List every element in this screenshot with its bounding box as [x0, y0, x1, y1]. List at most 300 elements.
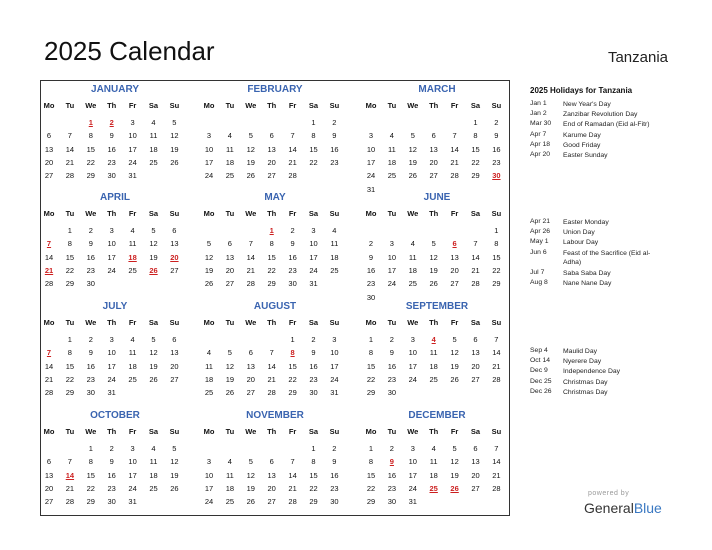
weekday-header: We: [407, 101, 419, 110]
day-cell: 24: [107, 265, 116, 275]
day-cell: 22: [366, 483, 376, 493]
day-cell: 28: [492, 374, 501, 384]
day-cell: 3: [206, 131, 212, 141]
day-cell: 21: [267, 374, 276, 384]
day-cell: 8: [494, 239, 499, 249]
day-cell: 22: [267, 265, 276, 275]
holiday-day-cell: 7: [46, 348, 52, 358]
day-cell: 26: [450, 374, 459, 384]
day-cell: 28: [288, 171, 297, 181]
day-cell: 24: [366, 171, 376, 181]
weekday-header: Tu: [225, 209, 235, 218]
day-cell: 22: [86, 483, 95, 493]
day-cell: 13: [471, 348, 480, 358]
day-cell: 25: [128, 265, 137, 275]
holiday-date: Jul 7: [530, 269, 545, 276]
holiday-date: Dec 25: [530, 377, 552, 385]
weekday-header: We: [407, 318, 419, 327]
weekday-header: Su: [491, 101, 502, 110]
day-cell: 21: [492, 470, 501, 480]
day-cell: 16: [330, 144, 339, 154]
day-cell: 31: [128, 497, 137, 507]
day-cell: 4: [151, 444, 156, 453]
day-cell: 8: [67, 348, 72, 358]
day-cell: 4: [332, 226, 337, 235]
day-cell: 20: [246, 374, 255, 384]
holiday-day-cell: 1: [269, 226, 274, 235]
holidays-title: 2025 Holidays for Tanzania: [530, 86, 633, 95]
day-cell: 9: [88, 348, 93, 358]
weekday-header: Fr: [450, 318, 459, 327]
holiday-name: Independence Day: [563, 368, 621, 376]
day-cell: 29: [86, 497, 95, 507]
day-cell: 25: [149, 483, 158, 493]
day-cell: 2: [290, 226, 295, 235]
day-cell: 5: [172, 118, 177, 127]
day-cell: 13: [44, 470, 54, 480]
day-cell: 12: [246, 144, 255, 154]
holiday-name: Feast of the Sacrifice (Eid al-Adha): [563, 249, 651, 266]
day-cell: 28: [65, 497, 75, 507]
day-cell: 1: [494, 226, 499, 235]
holiday-day-cell: 8: [290, 348, 295, 358]
day-cell: 20: [429, 157, 438, 167]
day-cell: 15: [366, 361, 376, 371]
day-cell: 8: [311, 131, 316, 141]
day-cell: 3: [109, 226, 114, 235]
day-cell: 26: [170, 157, 179, 167]
day-cell: 9: [332, 131, 337, 141]
day-cell: 16: [366, 265, 376, 275]
day-cell: 4: [130, 226, 135, 235]
day-cell: 7: [452, 131, 457, 141]
day-cell: 12: [170, 457, 179, 467]
weekday-header: Mo: [203, 318, 215, 327]
day-cell: 26: [149, 374, 158, 384]
day-cell: 25: [204, 388, 214, 398]
day-cell: 6: [227, 239, 232, 249]
weekday-header: Fr: [288, 101, 297, 110]
day-cell: 19: [204, 265, 214, 275]
weekday-header: Su: [329, 209, 340, 218]
day-cell: 17: [128, 144, 137, 154]
day-cell: 15: [492, 252, 501, 262]
weekday-header: Th: [429, 209, 439, 218]
holiday-name: Christmas Day: [563, 388, 608, 396]
day-cell: 18: [408, 265, 417, 275]
day-cell: 29: [492, 279, 501, 289]
day-cell: 4: [130, 335, 135, 344]
day-cell: 12: [408, 144, 417, 154]
weekday-header: We: [85, 427, 97, 436]
day-cell: 27: [429, 171, 438, 181]
day-cell: 9: [494, 131, 499, 141]
day-cell: 27: [44, 497, 54, 507]
day-cell: 28: [471, 279, 480, 289]
weekday-header: Sa: [470, 318, 481, 327]
holiday-name: Easter Sunday: [563, 152, 608, 159]
day-cell: 5: [206, 239, 212, 249]
day-cell: 25: [429, 374, 438, 384]
day-cell: 13: [246, 361, 255, 371]
day-cell: 16: [86, 252, 95, 262]
generalblue-logo[interactable]: [584, 500, 662, 516]
day-cell: 11: [205, 361, 213, 371]
day-cell: 8: [368, 348, 374, 358]
day-cell: 2: [389, 444, 394, 453]
holiday-date: Mar 30: [530, 120, 552, 128]
day-cell: 6: [46, 131, 52, 141]
day-cell: 30: [387, 497, 397, 507]
day-cell: 11: [225, 470, 234, 480]
month-name: FEBRUARY: [247, 84, 303, 95]
weekday-header: Sa: [148, 427, 159, 436]
holiday-date: Apr 18: [530, 140, 551, 148]
weekday-header: Tu: [387, 101, 397, 110]
day-cell: 23: [107, 483, 116, 493]
day-cell: 4: [151, 118, 156, 127]
weekday-header: Sa: [148, 209, 159, 218]
weekday-header: Th: [107, 427, 117, 436]
weekday-header: Fr: [450, 427, 459, 436]
weekday-header: Fr: [450, 209, 459, 218]
day-cell: 17: [204, 483, 214, 493]
weekday-header: Mo: [43, 427, 55, 436]
day-cell: 21: [246, 265, 255, 275]
day-cell: 5: [227, 348, 232, 358]
day-cell: 28: [267, 388, 276, 398]
day-cell: 3: [368, 131, 374, 141]
day-cell: 28: [492, 483, 501, 493]
weekday-header: Mo: [43, 209, 55, 218]
day-cell: 28: [44, 279, 54, 289]
day-cell: 17: [107, 361, 116, 371]
day-cell: 18: [429, 470, 438, 480]
day-cell: 1: [290, 335, 295, 344]
day-cell: 27: [44, 171, 54, 181]
day-cell: 1: [368, 444, 374, 453]
day-cell: 22: [288, 374, 297, 384]
day-cell: 2: [88, 335, 93, 344]
day-cell: 3: [130, 444, 135, 453]
day-cell: 5: [431, 239, 436, 249]
day-cell: 15: [309, 144, 318, 154]
day-cell: 30: [86, 388, 95, 398]
day-cell: 31: [128, 171, 137, 181]
weekday-header: Mo: [203, 209, 215, 218]
weekday-header: Su: [491, 427, 502, 436]
holiday-day-cell: 1: [88, 118, 93, 127]
weekday-header: Su: [169, 427, 180, 436]
day-cell: 22: [366, 374, 376, 384]
day-cell: 7: [494, 335, 499, 344]
weekday-header: Fr: [128, 209, 137, 218]
day-cell: 2: [332, 118, 337, 127]
holiday-name: Maulid Day: [563, 348, 597, 355]
day-cell: 16: [107, 470, 116, 480]
day-cell: 11: [408, 252, 417, 262]
holiday-date: Apr 7: [530, 130, 547, 138]
day-cell: 16: [492, 144, 501, 154]
holiday-day-cell: 14: [65, 470, 75, 480]
holiday-date: Apr 20: [530, 151, 551, 158]
day-cell: 31: [366, 184, 376, 194]
weekday-header: Sa: [148, 101, 159, 110]
weekday-header: Mo: [43, 318, 55, 327]
weekday-header: Sa: [308, 427, 319, 436]
weekday-header: Th: [429, 318, 439, 327]
day-cell: 13: [429, 144, 438, 154]
day-cell: 23: [330, 157, 339, 167]
weekday-header: Th: [107, 101, 117, 110]
weekday-header: We: [85, 209, 97, 218]
day-cell: 8: [368, 457, 374, 467]
day-cell: 13: [44, 144, 54, 154]
day-cell: 23: [309, 374, 318, 384]
weekday-header: Th: [429, 101, 439, 110]
day-cell: 6: [46, 457, 52, 467]
weekday-header: Th: [107, 318, 117, 327]
day-cell: 11: [387, 144, 396, 154]
day-cell: 24: [408, 483, 417, 493]
weekday-header: Tu: [387, 209, 397, 218]
holiday-date: Jan 1: [530, 100, 547, 107]
day-cell: 26: [225, 388, 235, 398]
day-cell: 28: [246, 279, 255, 289]
day-cell: 23: [492, 157, 501, 167]
day-cell: 19: [450, 361, 459, 371]
day-cell: 6: [473, 444, 478, 453]
day-cell: 15: [366, 470, 376, 480]
day-cell: 25: [149, 157, 158, 167]
day-cell: 1: [67, 335, 72, 344]
day-cell: 27: [170, 374, 179, 384]
day-cell: 12: [450, 348, 459, 358]
day-cell: 30: [107, 171, 116, 181]
day-cell: 29: [86, 171, 95, 181]
day-cell: 12: [170, 131, 179, 141]
month-name: MARCH: [418, 84, 456, 95]
day-cell: 13: [225, 252, 235, 262]
day-cell: 9: [368, 252, 374, 262]
holiday-day-cell: 21: [44, 265, 54, 275]
day-cell: 8: [269, 239, 274, 249]
day-cell: 19: [225, 374, 235, 384]
day-cell: 14: [288, 470, 297, 480]
day-cell: 24: [107, 374, 116, 384]
weekday-header: Tu: [65, 209, 75, 218]
weekday-header: We: [407, 209, 419, 218]
day-cell: 4: [227, 131, 232, 141]
day-cell: 7: [473, 239, 478, 249]
day-cell: 3: [311, 226, 316, 235]
month-name: JANUARY: [91, 84, 139, 95]
day-cell: 15: [86, 470, 95, 480]
day-cell: 16: [288, 252, 297, 262]
day-cell: 9: [88, 239, 93, 249]
day-cell: 7: [269, 348, 274, 358]
day-cell: 9: [290, 239, 295, 249]
day-cell: 29: [366, 497, 376, 507]
month-name: NOVEMBER: [246, 410, 304, 421]
day-cell: 27: [471, 374, 480, 384]
day-cell: 25: [387, 171, 397, 181]
day-cell: 11: [128, 239, 137, 249]
day-cell: 18: [330, 252, 339, 262]
month-name: JUNE: [423, 192, 451, 203]
day-cell: 10: [107, 239, 116, 249]
day-cell: 23: [86, 374, 95, 384]
day-cell: 24: [204, 497, 214, 507]
day-cell: 19: [149, 361, 158, 371]
day-cell: 31: [309, 279, 318, 289]
day-cell: 14: [471, 252, 480, 262]
day-cell: 21: [44, 374, 54, 384]
day-cell: 11: [128, 348, 137, 358]
weekday-header: Th: [267, 209, 277, 218]
holiday-date: Sep 4: [530, 347, 548, 354]
month-name: OCTOBER: [90, 410, 140, 421]
day-cell: 9: [109, 457, 114, 467]
day-cell: 12: [246, 470, 255, 480]
day-cell: 17: [107, 252, 116, 262]
weekday-header: Fr: [450, 101, 459, 110]
day-cell: 13: [267, 470, 276, 480]
day-cell: 16: [387, 361, 397, 371]
weekday-header: Fr: [288, 318, 297, 327]
holiday-name: Labour Day: [563, 239, 599, 247]
day-cell: 18: [204, 374, 214, 384]
weekday-header: Tu: [225, 427, 235, 436]
day-cell: 30: [387, 388, 397, 398]
day-cell: 2: [109, 444, 114, 453]
day-cell: 20: [44, 483, 54, 493]
day-cell: 19: [170, 144, 179, 154]
weekday-header: We: [245, 427, 257, 436]
day-cell: 7: [290, 457, 295, 467]
day-cell: 14: [44, 361, 54, 371]
holiday-day-cell: 7: [46, 239, 52, 249]
day-cell: 16: [86, 361, 95, 371]
day-cell: 10: [366, 144, 376, 154]
day-cell: 21: [65, 157, 75, 167]
day-cell: 16: [107, 144, 116, 154]
page-title: 2025 Calendar: [44, 36, 215, 66]
day-cell: 7: [67, 457, 72, 467]
day-cell: 8: [473, 131, 478, 141]
day-cell: 12: [149, 348, 158, 358]
day-cell: 6: [172, 335, 177, 344]
day-cell: 7: [290, 131, 295, 141]
day-cell: 10: [128, 131, 137, 141]
day-cell: 21: [288, 483, 297, 493]
day-cell: 25: [128, 374, 137, 384]
holiday-name: Zanzibar Revolution Day: [563, 111, 638, 119]
weekday-header: Mo: [365, 101, 377, 110]
day-cell: 13: [267, 144, 276, 154]
day-cell: 22: [65, 374, 75, 384]
day-cell: 16: [330, 470, 339, 480]
day-cell: 30: [107, 497, 116, 507]
day-cell: 11: [149, 457, 158, 467]
holiday-name: Saba Saba Day: [563, 270, 611, 277]
day-cell: 14: [246, 252, 255, 262]
day-cell: 30: [288, 279, 297, 289]
day-cell: 6: [269, 457, 274, 467]
day-cell: 12: [225, 361, 235, 371]
day-cell: 26: [408, 171, 417, 181]
day-cell: 26: [246, 171, 255, 181]
day-cell: 27: [170, 265, 179, 275]
day-cell: 22: [309, 483, 318, 493]
day-cell: 4: [410, 239, 415, 249]
day-cell: 19: [246, 483, 255, 493]
holiday-day-cell: 9: [389, 457, 394, 467]
weekday-header: Sa: [470, 427, 481, 436]
day-cell: 9: [311, 348, 316, 358]
weekday-header: Tu: [65, 427, 75, 436]
day-cell: 24: [128, 483, 137, 493]
weekday-header: Tu: [387, 318, 397, 327]
day-cell: 26: [246, 497, 255, 507]
day-cell: 11: [330, 239, 339, 249]
day-cell: 2: [332, 444, 337, 453]
weekday-header: Fr: [288, 427, 297, 436]
day-cell: 14: [492, 348, 501, 358]
weekday-header: Th: [267, 427, 277, 436]
weekday-header: Mo: [203, 427, 215, 436]
day-cell: 25: [225, 497, 235, 507]
holiday-date: Dec 9: [530, 367, 548, 375]
holiday-date: Apr 21: [530, 218, 551, 225]
day-cell: 14: [492, 457, 501, 467]
day-cell: 13: [170, 348, 179, 358]
day-cell: 24: [128, 157, 137, 167]
day-cell: 17: [366, 157, 376, 167]
day-cell: 10: [408, 457, 417, 467]
day-cell: 19: [429, 265, 438, 275]
weekday-header: Fr: [288, 209, 297, 218]
day-cell: 18: [225, 157, 235, 167]
weekday-header: Sa: [470, 209, 481, 218]
day-cell: 28: [65, 171, 75, 181]
day-cell: 4: [227, 457, 232, 467]
day-cell: 22: [471, 157, 480, 167]
day-cell: 15: [65, 252, 75, 262]
day-cell: 29: [471, 171, 480, 181]
day-cell: 30: [366, 292, 376, 302]
day-cell: 27: [450, 279, 459, 289]
day-cell: 22: [309, 157, 318, 167]
day-cell: 15: [309, 470, 318, 480]
day-cell: 5: [172, 444, 177, 453]
day-cell: 18: [429, 361, 438, 371]
day-cell: 22: [86, 157, 95, 167]
day-cell: 4: [206, 348, 212, 358]
day-cell: 3: [130, 118, 135, 127]
weekday-header: Tu: [387, 427, 397, 436]
holiday-day-cell: 18: [128, 252, 137, 262]
day-cell: 18: [149, 470, 158, 480]
holiday-name: Nane Nane Day: [563, 280, 612, 288]
country-label: Tanzania: [607, 49, 668, 66]
day-cell: 7: [494, 444, 499, 453]
day-cell: 3: [410, 444, 415, 453]
day-cell: 30: [309, 388, 318, 398]
holiday-day-cell: 25: [429, 483, 438, 493]
day-cell: 10: [309, 239, 318, 249]
day-cell: 5: [248, 457, 253, 467]
